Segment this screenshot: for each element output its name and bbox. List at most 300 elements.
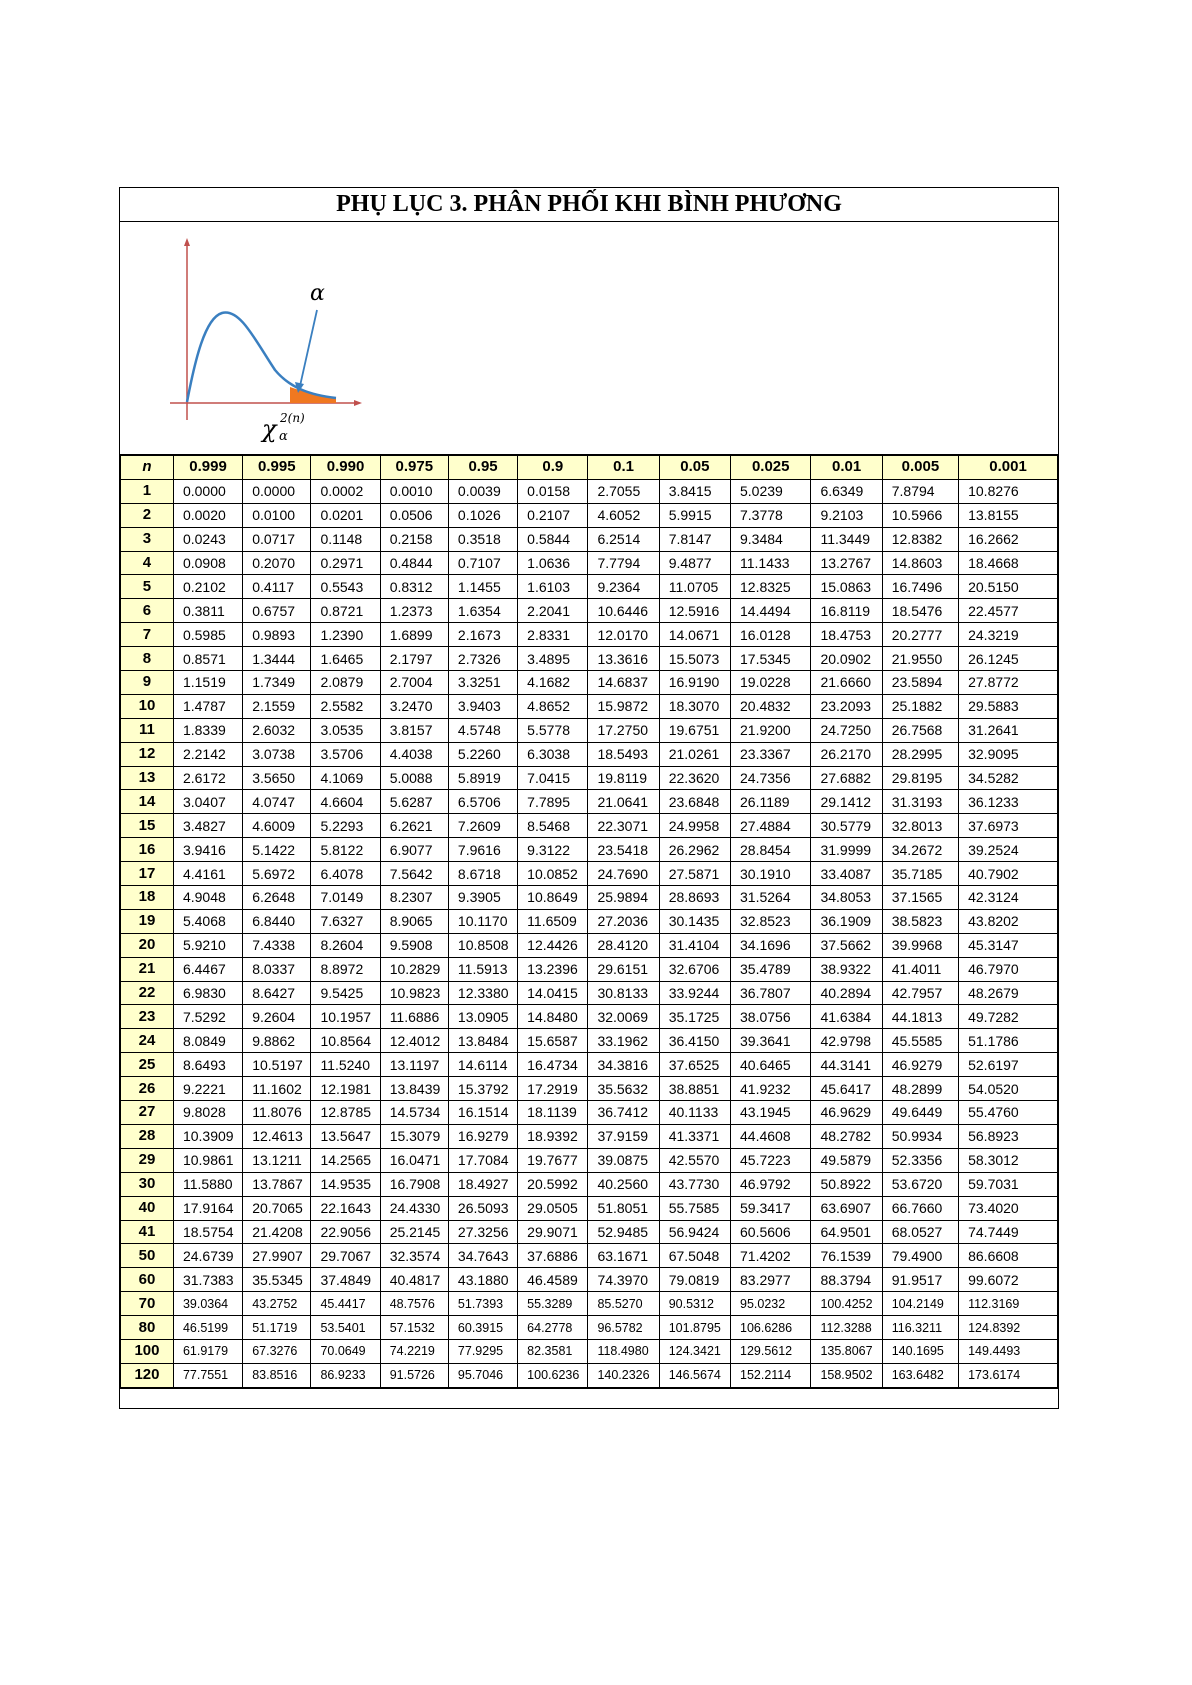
table-cell: 10.1170 [448, 909, 517, 933]
table-row [121, 479, 1058, 503]
row-n-cell: 13 [121, 766, 174, 790]
table-cell: 20.5992 [518, 1172, 588, 1196]
table-cell: 1.6465 [311, 647, 380, 671]
table-cell: 66.7660 [882, 1196, 958, 1220]
table-cell: 49.6449 [882, 1101, 958, 1125]
alpha-header: 0.999 [173, 456, 242, 480]
table-cell: 67.5048 [659, 1244, 730, 1268]
table-cell: 10.9861 [173, 1148, 242, 1172]
table-cell: 24.4330 [380, 1196, 448, 1220]
table-cell: 51.8051 [588, 1196, 659, 1220]
table-cell: 8.6427 [243, 981, 311, 1005]
table-cell: 16.4734 [518, 1053, 588, 1077]
table-cell: 41.6384 [811, 1005, 882, 1029]
table-cell: 104.2149 [882, 1292, 958, 1316]
table-cell: 10.0852 [518, 862, 588, 886]
table-cell: 58.3012 [959, 1148, 1058, 1172]
table-cell: 42.5570 [659, 1148, 730, 1172]
table-cell: 21.6660 [811, 671, 882, 695]
table-cell: 10.5197 [243, 1053, 311, 1077]
table-cell: 9.2221 [173, 1077, 242, 1101]
table-cell: 4.6009 [243, 814, 311, 838]
table-cell: 76.1539 [811, 1244, 882, 1268]
table-cell: 12.1981 [311, 1077, 380, 1101]
alpha-header: 0.95 [448, 456, 517, 480]
table-cell: 16.0128 [731, 623, 811, 647]
table-cell: 51.1719 [243, 1316, 311, 1340]
table-cell: 45.3147 [959, 933, 1058, 957]
table-cell: 7.0149 [311, 886, 380, 910]
table-cell: 44.3141 [811, 1053, 882, 1077]
table-cell: 12.5916 [659, 599, 730, 623]
table-cell: 2.7004 [380, 671, 448, 695]
table-cell: 3.9416 [173, 838, 242, 862]
table-cell: 13.8155 [959, 503, 1058, 527]
row-n-cell: 15 [121, 814, 174, 838]
table-cell: 49.7282 [959, 1005, 1058, 1029]
table-cell: 5.0239 [731, 479, 811, 503]
table-cell: 39.0875 [588, 1148, 659, 1172]
table-cell: 7.7794 [588, 551, 659, 575]
table-cell: 82.3581 [518, 1339, 588, 1363]
table-cell: 60.5606 [731, 1220, 811, 1244]
table-cell: 5.1422 [243, 838, 311, 862]
table-cell: 36.1909 [811, 909, 882, 933]
table-cell: 118.4980 [588, 1339, 659, 1363]
table-cell: 0.3811 [173, 599, 242, 623]
table-cell: 0.2102 [173, 575, 242, 599]
table-cell: 5.8122 [311, 838, 380, 862]
table-cell: 96.5782 [588, 1316, 659, 1340]
table-cell: 31.3193 [882, 790, 958, 814]
row-n-cell: 41 [121, 1220, 174, 1244]
table-cell: 79.0819 [659, 1268, 730, 1292]
table-cell: 59.7031 [959, 1172, 1058, 1196]
table-cell: 42.9798 [811, 1029, 882, 1053]
table-cell: 8.5468 [518, 814, 588, 838]
table-cell: 0.0506 [380, 503, 448, 527]
table-cell: 18.5476 [882, 599, 958, 623]
table-cell: 1.1455 [448, 575, 517, 599]
table-cell: 29.1412 [811, 790, 882, 814]
table-cell: 18.4668 [959, 551, 1058, 575]
table-cell: 40.2894 [811, 981, 882, 1005]
table-cell: 20.0902 [811, 647, 882, 671]
table-cell: 14.5734 [380, 1101, 448, 1125]
alpha-header: 0.005 [882, 456, 958, 480]
table-cell: 37.1565 [882, 886, 958, 910]
table-cell: 7.9616 [448, 838, 517, 862]
table-cell: 3.3251 [448, 671, 517, 695]
table-cell: 91.9517 [882, 1268, 958, 1292]
table-cell: 9.4877 [659, 551, 730, 575]
page-title: PHỤ LỤC 3. PHÂN PHỐI KHI BÌNH PHƯƠNG [120, 188, 1058, 222]
table-cell: 11.0705 [659, 575, 730, 599]
table-cell: 7.0415 [518, 766, 588, 790]
table-cell: 36.7807 [731, 981, 811, 1005]
table-cell: 4.4161 [173, 862, 242, 886]
table-cell: 12.3380 [448, 981, 517, 1005]
quantile-superscript: 2(n) [280, 411, 305, 425]
table-cell: 0.5985 [173, 623, 242, 647]
table-cell: 2.2041 [518, 599, 588, 623]
table-cell: 48.2679 [959, 981, 1058, 1005]
x-axis-arrow [354, 400, 362, 406]
table-cell: 3.4827 [173, 814, 242, 838]
table-row [121, 1316, 1058, 1340]
row-n-cell: 25 [121, 1053, 174, 1077]
table-cell: 6.5706 [448, 790, 517, 814]
table-cell: 50.8922 [811, 1172, 882, 1196]
table-cell: 22.9056 [311, 1220, 380, 1244]
table-cell: 10.2829 [380, 957, 448, 981]
table-cell: 124.3421 [659, 1339, 730, 1363]
table-cell: 59.3417 [731, 1196, 811, 1220]
table-cell: 35.5345 [243, 1268, 311, 1292]
table-cell: 158.9502 [811, 1363, 882, 1387]
table-cell: 12.4613 [243, 1124, 311, 1148]
table-cell: 29.9071 [518, 1220, 588, 1244]
table-cell: 60.3915 [448, 1316, 517, 1340]
table-cell: 20.4832 [731, 694, 811, 718]
table-cell: 124.8392 [959, 1316, 1058, 1340]
figure-area [120, 222, 1058, 455]
table-cell: 18.3070 [659, 694, 730, 718]
table-cell: 48.7576 [380, 1292, 448, 1316]
table-cell: 36.4150 [659, 1029, 730, 1053]
table-cell: 44.4608 [731, 1124, 811, 1148]
table-cell: 9.2364 [588, 575, 659, 599]
table-cell: 54.0520 [959, 1077, 1058, 1101]
table-cell: 45.6417 [811, 1077, 882, 1101]
table-cell: 7.7895 [518, 790, 588, 814]
table-cell: 37.6525 [659, 1053, 730, 1077]
table-cell: 11.3449 [811, 527, 882, 551]
table-cell: 5.9915 [659, 503, 730, 527]
table-cell: 74.3970 [588, 1268, 659, 1292]
table-cell: 0.2070 [243, 551, 311, 575]
table-cell: 27.3256 [448, 1220, 517, 1244]
table-cell: 7.5292 [173, 1005, 242, 1029]
table-cell: 2.7326 [448, 647, 517, 671]
row-n-cell: 7 [121, 623, 174, 647]
table-cell: 37.9159 [588, 1124, 659, 1148]
table-cell: 37.4849 [311, 1268, 380, 1292]
table-cell: 48.2782 [811, 1124, 882, 1148]
row-n-cell: 80 [121, 1316, 174, 1340]
row-n-cell: 21 [121, 957, 174, 981]
alpha-header: 0.975 [380, 456, 448, 480]
table-cell: 33.9244 [659, 981, 730, 1005]
table-row [121, 1268, 1058, 1292]
table-cell: 48.2899 [882, 1077, 958, 1101]
table-cell: 0.1026 [448, 503, 517, 527]
table-cell: 10.6446 [588, 599, 659, 623]
table-cell: 8.8972 [311, 957, 380, 981]
table-cell: 73.4020 [959, 1196, 1058, 1220]
table-cell: 95.7046 [448, 1363, 517, 1387]
table-cell: 6.4467 [173, 957, 242, 981]
table-cell: 135.8067 [811, 1339, 882, 1363]
table-cell: 6.9077 [380, 838, 448, 862]
table-cell: 5.9210 [173, 933, 242, 957]
table-cell: 41.3371 [659, 1124, 730, 1148]
table-cell: 31.5264 [731, 886, 811, 910]
row-n-cell: 9 [121, 671, 174, 695]
table-cell: 0.0000 [173, 479, 242, 503]
table-cell: 14.8480 [518, 1005, 588, 1029]
table-cell: 28.8693 [659, 886, 730, 910]
table-cell: 14.9535 [311, 1172, 380, 1196]
table-cell: 39.9968 [882, 933, 958, 957]
tail-area [290, 387, 336, 403]
table-cell: 18.5754 [173, 1220, 242, 1244]
row-n-cell: 12 [121, 742, 174, 766]
table-row [121, 694, 1058, 718]
table-cell: 8.6718 [448, 862, 517, 886]
alpha-header: 0.1 [588, 456, 659, 480]
table-cell: 26.7568 [882, 718, 958, 742]
alpha-header: 0.05 [659, 456, 730, 480]
table-row [121, 933, 1058, 957]
row-n-cell: 3 [121, 527, 174, 551]
table-cell: 8.2604 [311, 933, 380, 957]
table-cell: 49.5879 [811, 1148, 882, 1172]
chi-square-table [120, 455, 1058, 1388]
table-cell: 0.1148 [311, 527, 380, 551]
table-cell: 10.1957 [311, 1005, 380, 1029]
table-cell: 28.8454 [731, 838, 811, 862]
table-cell: 83.2977 [731, 1268, 811, 1292]
table-cell: 19.6751 [659, 718, 730, 742]
table-cell: 52.3356 [882, 1148, 958, 1172]
row-n-cell: 29 [121, 1148, 174, 1172]
table-row [121, 790, 1058, 814]
table-cell: 1.6899 [380, 623, 448, 647]
table-cell: 31.9999 [811, 838, 882, 862]
table-cell: 9.8028 [173, 1101, 242, 1125]
table-cell: 46.9279 [882, 1053, 958, 1077]
table-cell: 46.9629 [811, 1101, 882, 1125]
table-cell: 38.5823 [882, 909, 958, 933]
table-cell: 7.5642 [380, 862, 448, 886]
table-cell: 33.4087 [811, 862, 882, 886]
table-cell: 2.6032 [243, 718, 311, 742]
table-cell: 86.9233 [311, 1363, 380, 1387]
alpha-header: 0.025 [731, 456, 811, 480]
table-cell: 12.8382 [882, 527, 958, 551]
table-row [121, 957, 1058, 981]
table-cell: 30.1910 [731, 862, 811, 886]
table-row [121, 1196, 1058, 1220]
table-cell: 24.7356 [731, 766, 811, 790]
table-cell: 28.4120 [588, 933, 659, 957]
table-cell: 23.3367 [731, 742, 811, 766]
alpha-header: 0.995 [243, 456, 311, 480]
table-cell: 0.7107 [448, 551, 517, 575]
table-cell: 77.9295 [448, 1339, 517, 1363]
row-n-cell: 70 [121, 1292, 174, 1316]
table-cell: 45.4417 [311, 1292, 380, 1316]
alpha-header: 0.990 [311, 456, 380, 480]
table-cell: 24.7250 [811, 718, 882, 742]
table-cell: 3.0535 [311, 718, 380, 742]
table-cell: 21.0261 [659, 742, 730, 766]
table-cell: 36.1233 [959, 790, 1058, 814]
table-cell: 5.0088 [380, 766, 448, 790]
table-cell: 63.6907 [811, 1196, 882, 1220]
quantile-symbol: χ [262, 415, 277, 443]
table-cell: 101.8795 [659, 1316, 730, 1340]
table-cell: 23.6848 [659, 790, 730, 814]
table-row [121, 909, 1058, 933]
table-cell: 22.1643 [311, 1196, 380, 1220]
table-cell: 11.6886 [380, 1005, 448, 1029]
table-cell: 0.6757 [243, 599, 311, 623]
table-cell: 24.7690 [588, 862, 659, 886]
table-cell: 50.9934 [882, 1124, 958, 1148]
table-cell: 13.1211 [243, 1148, 311, 1172]
table-cell: 1.2373 [380, 599, 448, 623]
table-cell: 26.1245 [959, 647, 1058, 671]
table-cell: 40.4817 [380, 1268, 448, 1292]
row-n-cell: 22 [121, 981, 174, 1005]
table-cell: 22.3620 [659, 766, 730, 790]
table-cell: 26.1189 [731, 790, 811, 814]
table-cell: 35.5632 [588, 1077, 659, 1101]
table-cell: 106.6286 [731, 1316, 811, 1340]
table-cell: 0.8571 [173, 647, 242, 671]
table-cell: 71.4202 [731, 1244, 811, 1268]
table-cell: 3.0407 [173, 790, 242, 814]
table-cell: 7.4338 [243, 933, 311, 957]
table-cell: 16.0471 [380, 1148, 448, 1172]
table-cell: 9.5425 [311, 981, 380, 1005]
table-cell: 0.0100 [243, 503, 311, 527]
table-cell: 16.9190 [659, 671, 730, 695]
row-n-cell: 11 [121, 718, 174, 742]
table-cell: 19.0228 [731, 671, 811, 695]
quantile-subscript: α [279, 429, 288, 444]
table-cell: 43.1945 [731, 1101, 811, 1125]
table-row [121, 886, 1058, 910]
table-cell: 2.1673 [448, 623, 517, 647]
table-cell: 67.3276 [243, 1339, 311, 1363]
table-cell: 55.4760 [959, 1101, 1058, 1125]
table-cell: 74.2219 [380, 1339, 448, 1363]
table-cell: 18.4753 [811, 623, 882, 647]
table-cell: 3.9403 [448, 694, 517, 718]
table-cell: 10.5966 [882, 503, 958, 527]
table-cell: 32.6706 [659, 957, 730, 981]
table-cell: 32.8013 [882, 814, 958, 838]
table-footer [120, 1388, 1058, 1408]
table-cell: 12.4426 [518, 933, 588, 957]
table-cell: 15.6587 [518, 1029, 588, 1053]
table-row [121, 551, 1058, 575]
table-cell: 14.6114 [448, 1053, 517, 1077]
table-cell: 14.6837 [588, 671, 659, 695]
table-cell: 39.3641 [731, 1029, 811, 1053]
table-cell: 32.3574 [380, 1244, 448, 1268]
table-cell: 63.1671 [588, 1244, 659, 1268]
table-cell: 5.5778 [518, 718, 588, 742]
table-cell: 26.2962 [659, 838, 730, 862]
table-cell: 70.0649 [311, 1339, 380, 1363]
table-cell: 74.7449 [959, 1220, 1058, 1244]
table-cell: 51.1786 [959, 1029, 1058, 1053]
table-cell: 32.0069 [588, 1005, 659, 1029]
table-cell: 9.2604 [243, 1005, 311, 1029]
table-cell: 27.2036 [588, 909, 659, 933]
table-cell: 22.4577 [959, 599, 1058, 623]
row-n-cell: 6 [121, 599, 174, 623]
table-cell: 30.8133 [588, 981, 659, 1005]
table-cell: 12.0170 [588, 623, 659, 647]
table-cell: 8.2307 [380, 886, 448, 910]
table-cell: 13.1197 [380, 1053, 448, 1077]
table-cell: 46.5199 [173, 1316, 242, 1340]
table-cell: 44.1813 [882, 1005, 958, 1029]
table-cell: 12.8785 [311, 1101, 380, 1125]
table-cell: 13.8484 [448, 1029, 517, 1053]
row-n-cell: 27 [121, 1101, 174, 1125]
table-cell: 77.7551 [173, 1363, 242, 1387]
row-n-cell: 28 [121, 1124, 174, 1148]
table-cell: 9.3484 [731, 527, 811, 551]
table-cell: 0.3518 [448, 527, 517, 551]
table-cell: 51.7393 [448, 1292, 517, 1316]
table-cell: 19.8119 [588, 766, 659, 790]
table-cell: 129.5612 [731, 1339, 811, 1363]
table-cell: 19.7677 [518, 1148, 588, 1172]
table-cell: 24.6739 [173, 1244, 242, 1268]
table-row [121, 718, 1058, 742]
table-cell: 23.5894 [882, 671, 958, 695]
table-cell: 4.4038 [380, 742, 448, 766]
table-cell: 20.5150 [959, 575, 1058, 599]
table-cell: 16.9279 [448, 1124, 517, 1148]
table-cell: 4.5748 [448, 718, 517, 742]
table-cell: 46.9792 [731, 1172, 811, 1196]
table-cell: 61.9179 [173, 1339, 242, 1363]
table-row [121, 1220, 1058, 1244]
alpha-label: α [310, 281, 325, 306]
table-cell: 0.5844 [518, 527, 588, 551]
table-cell: 6.2621 [380, 814, 448, 838]
table-cell: 18.9392 [518, 1124, 588, 1148]
table-cell: 40.1133 [659, 1101, 730, 1125]
table-cell: 1.6103 [518, 575, 588, 599]
table-cell: 17.7084 [448, 1148, 517, 1172]
row-n-cell: 10 [121, 694, 174, 718]
table-row [121, 838, 1058, 862]
table-cell: 24.3219 [959, 623, 1058, 647]
table-cell: 0.4117 [243, 575, 311, 599]
table-cell: 6.6349 [811, 479, 882, 503]
table-cell: 55.3289 [518, 1292, 588, 1316]
n-header: n [121, 456, 174, 480]
table-cell: 29.6151 [588, 957, 659, 981]
table-cell: 11.5880 [173, 1172, 242, 1196]
table-cell: 21.9200 [731, 718, 811, 742]
table-row [121, 575, 1058, 599]
table-cell: 31.2641 [959, 718, 1058, 742]
row-n-cell: 5 [121, 575, 174, 599]
row-n-cell: 16 [121, 838, 174, 862]
table-cell: 11.5913 [448, 957, 517, 981]
table-cell: 0.2107 [518, 503, 588, 527]
